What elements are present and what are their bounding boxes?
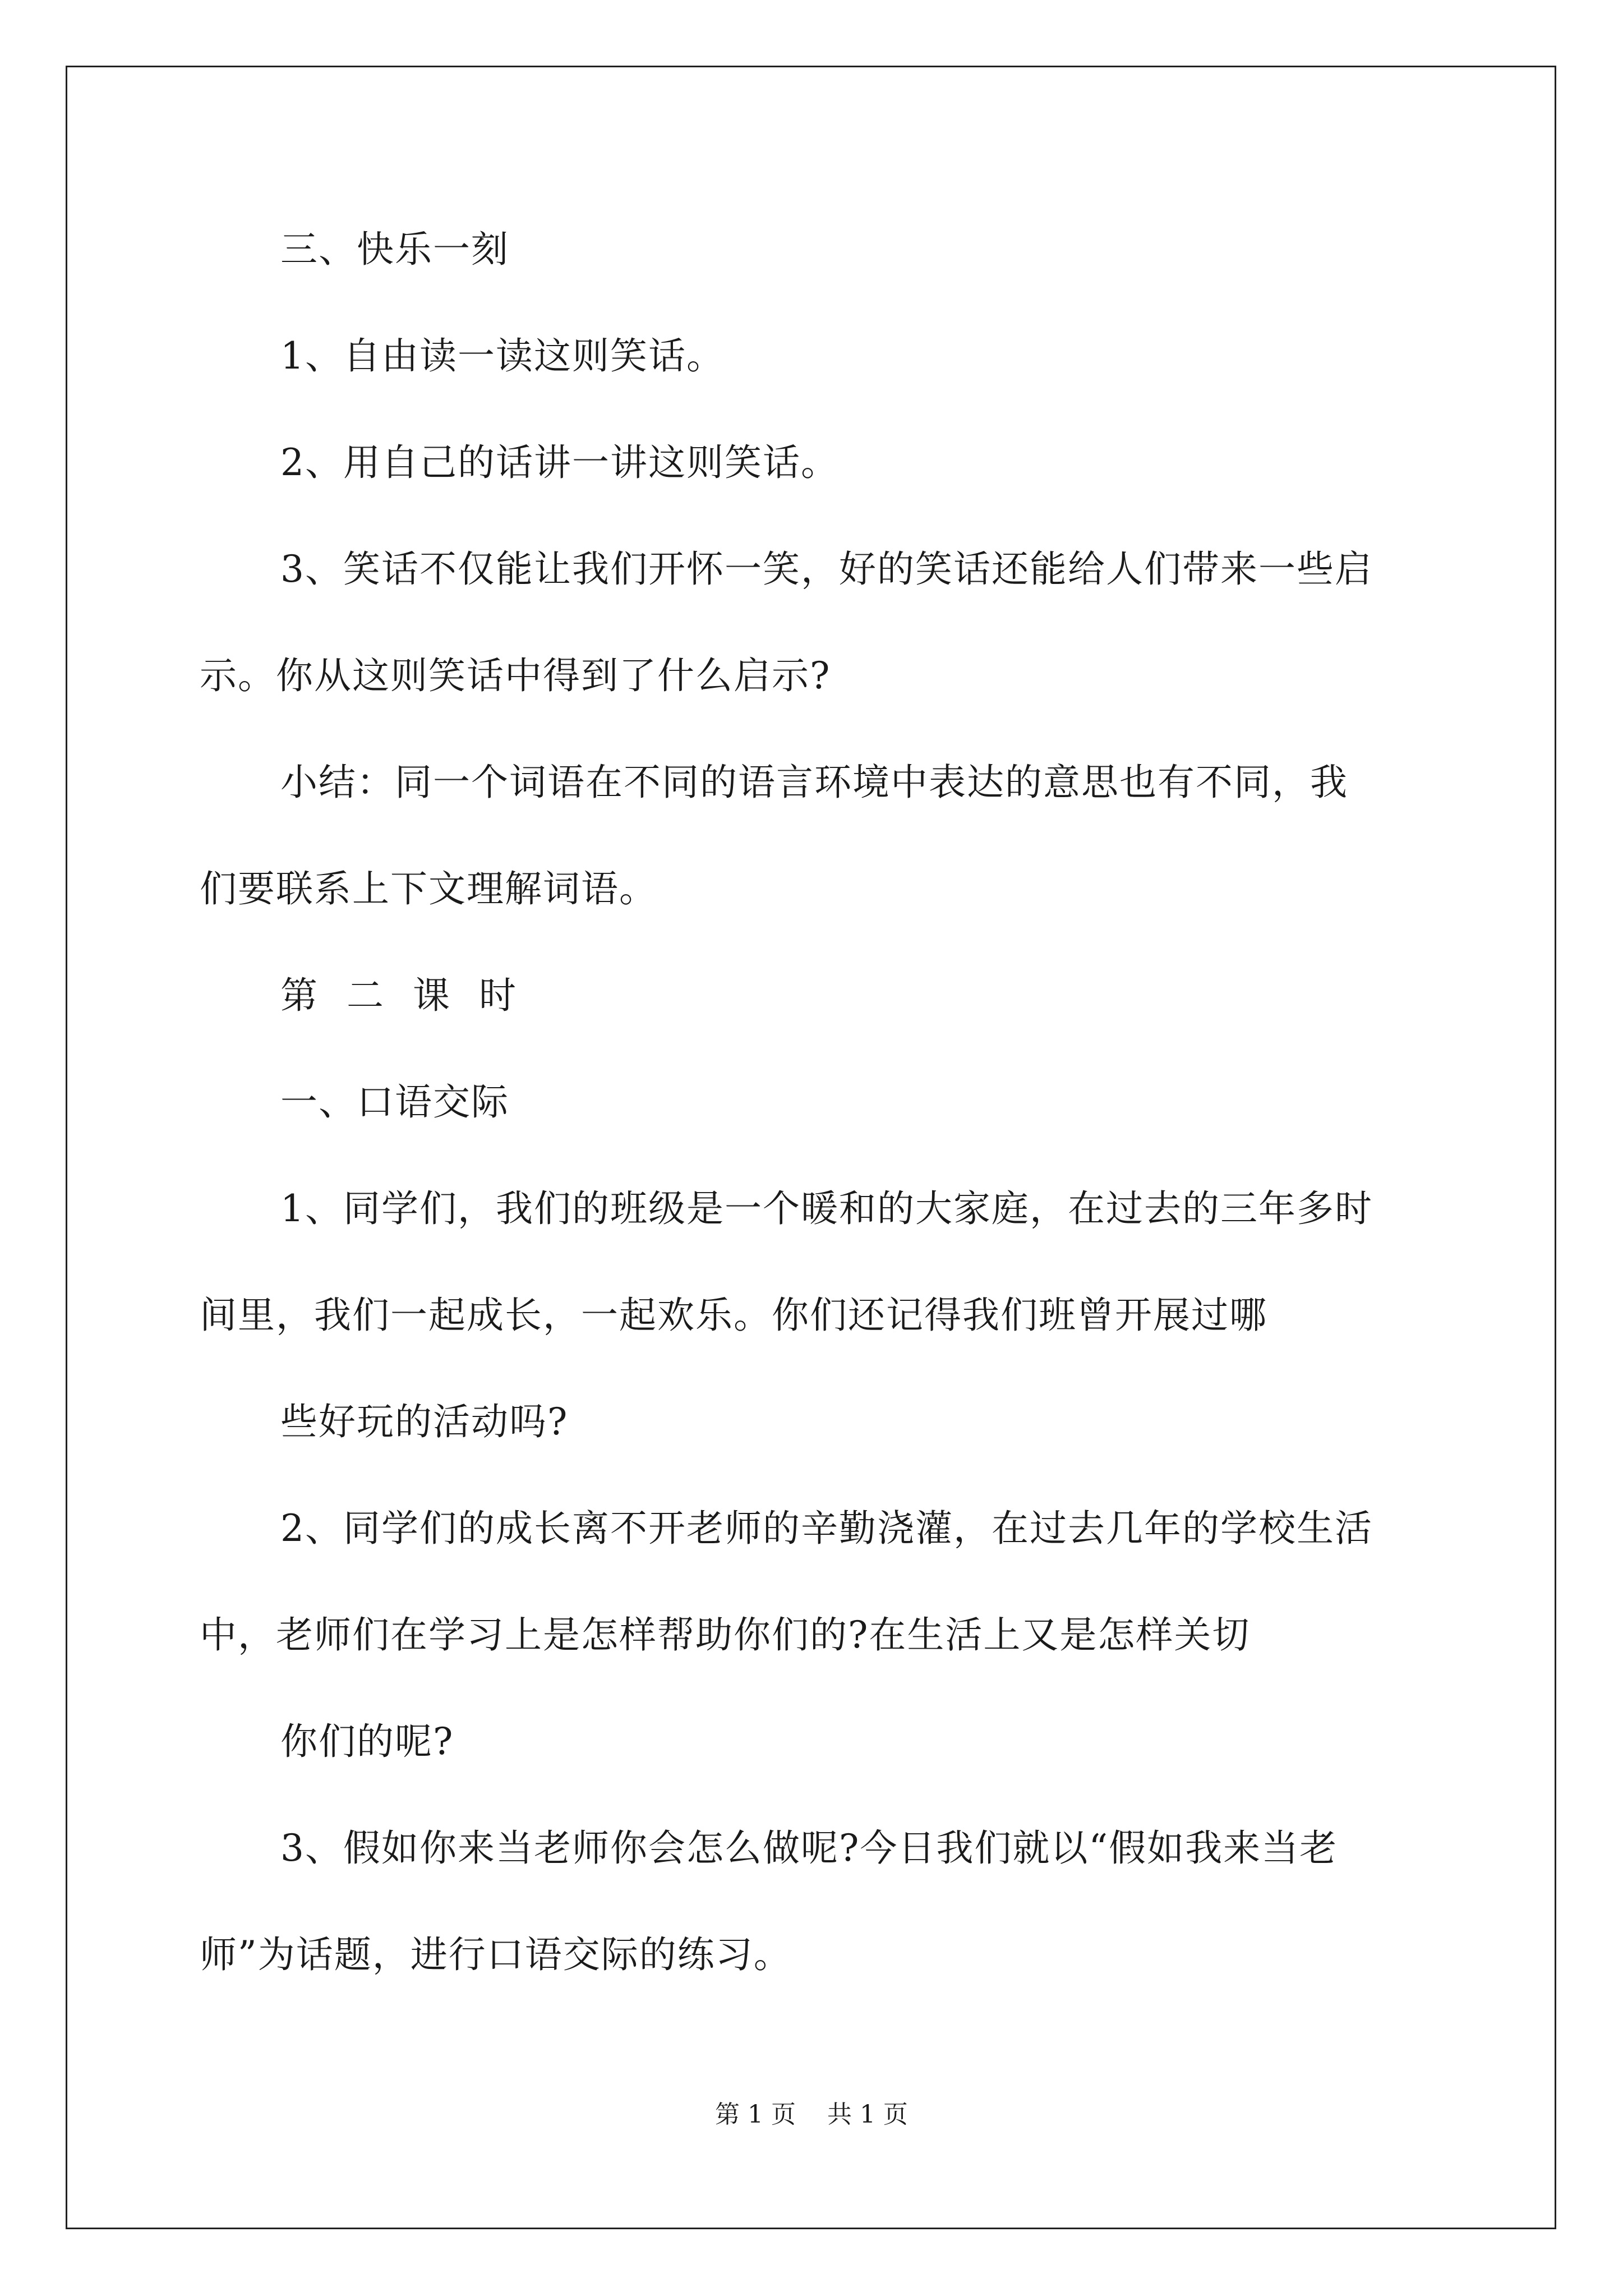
- paragraph-line: 2、用自己的话讲一讲这则笑话。: [280, 441, 839, 484]
- lesson-heading-second-period: 第二课时: [280, 974, 545, 1017]
- section-heading-oral-communication: 一、口语交际: [280, 1080, 509, 1124]
- page-number-footer: 第 1 页 共 1 页: [715, 2100, 908, 2129]
- paragraph-line: 间里，我们一起成长，一起欢乐。你们还记得我们班曾开展过哪: [200, 1294, 1267, 1337]
- paragraph-line: 1、自由读一读这则笑话。: [280, 334, 725, 378]
- paragraph-line: 示。你从这则笑话中得到了什么启示?: [200, 654, 831, 697]
- paragraph-line: 些好玩的活动吗?: [280, 1400, 569, 1443]
- paragraph-line: 中，老师们在学习上是怎样帮助你们的?在生活上又是怎样关切: [200, 1613, 1251, 1657]
- summary-line: 小结：同一个词语在不同的语言环境中表达的意思也有不同，我: [280, 761, 1348, 804]
- paragraph-line: 3、假如你来当老师你会怎么做呢?今日我们就以“假如我来当老: [280, 1826, 1338, 1870]
- paragraph-line: 3、笑话不仅能让我们开怀一笑，好的笑话还能给人们带来一些启: [280, 547, 1373, 591]
- paragraph-line: 1、同学们，我们的班级是一个暖和的大家庭，在过去的三年多时: [280, 1187, 1373, 1230]
- paragraph-line: 你们的呢?: [280, 1720, 454, 1763]
- summary-line: 们要联系上下文理解词语。: [200, 867, 657, 910]
- paragraph-line: 师”为话题，进行口语交际的练习。: [200, 1933, 792, 1976]
- page-border: [66, 66, 1556, 2229]
- section-heading-happy-moment: 三、快乐一刻: [280, 228, 509, 271]
- paragraph-line: 2、同学们的成长离不开老师的辛勤浇灌，在过去几年的学校生活: [280, 1507, 1373, 1550]
